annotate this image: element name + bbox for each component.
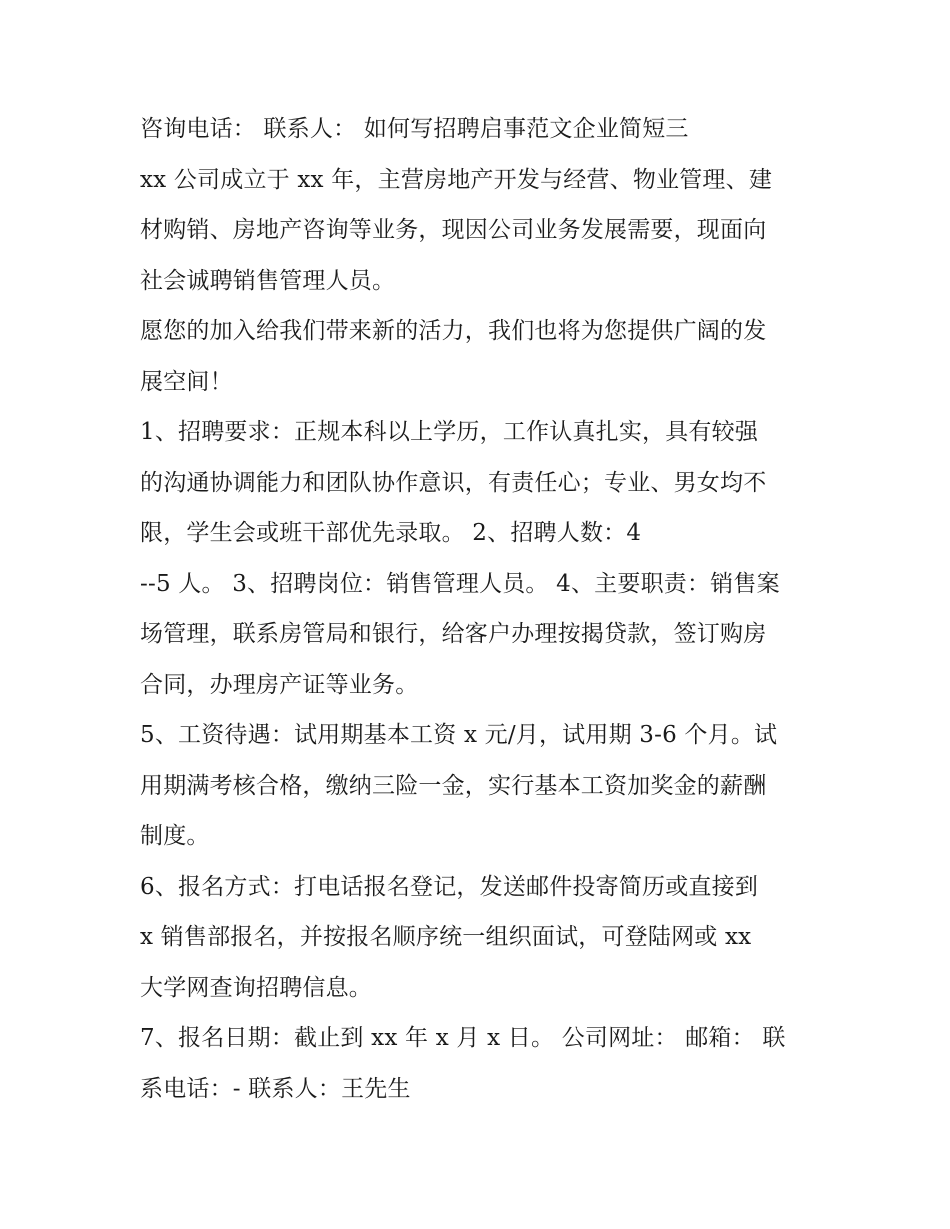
text-line: 咨询电话： 联系人： 如何写招聘启事范文企业简短三 bbox=[140, 116, 689, 142]
text-line: 6、报名方式：打电话报名登记，发送邮件投寄简历或直接到 bbox=[140, 873, 759, 900]
text-line: xx 公司成立于 xx 年，主营房地产开发与经营、物业管理、建 bbox=[140, 166, 773, 193]
text-line: 合同，办理房产证等业务。 bbox=[140, 671, 419, 698]
text-line: 系电话：- 联系人：王先生 bbox=[140, 1075, 411, 1102]
text-line: 社会诚聘销售管理人员。 bbox=[140, 267, 396, 294]
text-line: 限，学生会或班干部优先录取。 2、招聘人数：4 bbox=[140, 520, 642, 546]
text-line: 材购销、房地产咨询等业务，现因公司业务发展需要，现面向 bbox=[140, 217, 767, 243]
text-line: x 销售部报名，并按报名顺序统一组织面试，可登陆网或 xx bbox=[140, 924, 752, 950]
text-line: 5、工资待遇：试用期基本工资 x 元/月，试用期 3-6 个月。试 bbox=[140, 722, 778, 748]
document-body bbox=[140, 104, 820, 1114]
text-line: 7、报名日期：截止到 xx 年 x 月 x 日。 公司网址： 邮箱： 联 bbox=[140, 1025, 786, 1051]
text-line: 场管理，联系房管局和银行，给客户办理按揭贷款，签订购房 bbox=[140, 621, 767, 647]
text-line: 的沟通协调能力和团队协作意识，有责任心；专业、男女均不 bbox=[140, 469, 767, 496]
text-line: 1、招聘要求：正规本科以上学历，工作认真扎实，具有较强 bbox=[140, 419, 759, 445]
text-line: --5 人。 3、招聘岗位：销售管理人员。 4、主要职责：销售案 bbox=[140, 570, 780, 597]
text-line: 大学网查询招聘信息。 bbox=[140, 974, 372, 1001]
text-line: 制度。 bbox=[140, 823, 210, 849]
text-line: 展空间！ bbox=[140, 368, 233, 395]
text-line: 愿您的加入给我们带来新的活力，我们也将为您提供广阔的发 bbox=[140, 318, 767, 344]
text-line: 用期满考核合格，缴纳三险一金，实行基本工资加奖金的薪酬 bbox=[140, 772, 767, 799]
